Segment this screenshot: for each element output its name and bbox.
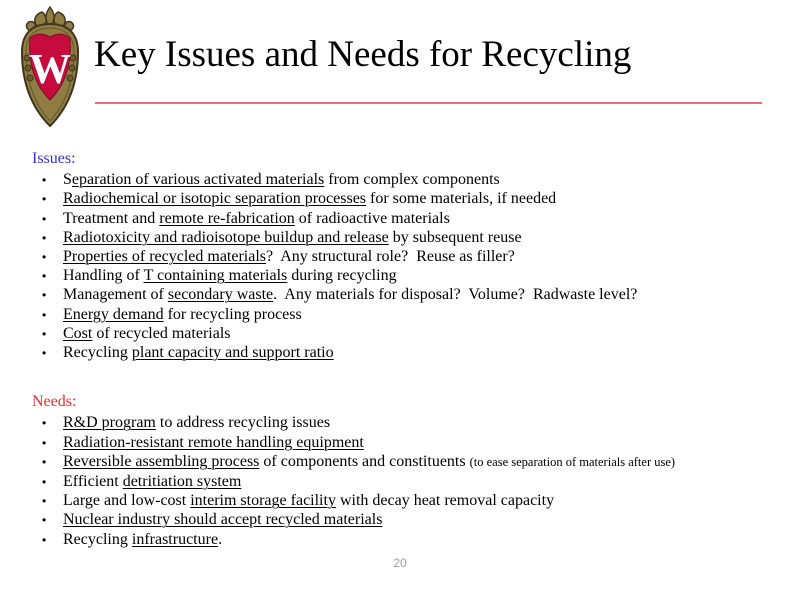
text-segment: of recycled materials: [92, 324, 231, 342]
text-segment: from complex components: [324, 171, 500, 189]
text-segment: Reversible assembling process: [63, 452, 260, 470]
bullet-icon: •: [42, 513, 47, 528]
bullet-icon: •: [42, 269, 47, 284]
uw-crest-icon: [12, 6, 88, 128]
text-segment: for recycling process: [163, 305, 302, 323]
text-segment: Efficient: [63, 473, 123, 491]
slide-body: [32, 149, 788, 549]
text-segment: Recycling: [63, 344, 132, 362]
bullet-icon: •: [42, 326, 47, 341]
bullet-item: [32, 472, 788, 491]
text-segment: to address recycling issues: [155, 414, 331, 432]
bullet-icon: •: [42, 211, 47, 226]
bullet-icon: •: [42, 532, 47, 547]
bullet-item: [32, 452, 788, 472]
text-segment: Large and low-cost: [63, 492, 191, 510]
text-segment: Treatment and: [63, 209, 160, 227]
slide-title: Key Issues and Needs for Recycling: [94, 34, 632, 75]
text-segment: detritiation system: [122, 473, 242, 491]
text-segment: .: [218, 530, 223, 548]
text-segment: infrastructure: [131, 530, 219, 548]
bullet-icon: •: [42, 307, 47, 322]
bullet-item: [32, 413, 788, 432]
text-segment: by subsequent reuse: [388, 228, 522, 246]
bullet-item: [32, 266, 788, 285]
needs-list: [32, 413, 788, 548]
bullet-icon: •: [42, 230, 47, 245]
text-segment: eparation of various activated materials: [71, 171, 325, 189]
text-segment: ? Any structural role? Reuse as filler?: [266, 248, 515, 266]
bullet-item: [32, 228, 788, 247]
text-segment: of components and constituents: [259, 452, 470, 470]
bullet-item: [32, 433, 788, 452]
uw-crest-logo: [12, 6, 88, 133]
text-segment: interim storage facility: [190, 492, 336, 510]
bullet-item: [32, 343, 788, 362]
text-segment: of radioactive materials: [294, 209, 450, 227]
text-segment: secondary waste: [167, 286, 274, 304]
bullet-icon: •: [42, 494, 47, 509]
text-segment: with decay heat removal capacity: [335, 492, 555, 510]
text-segment: Cost: [63, 324, 93, 342]
text-segment: Radiation-resistant remote handling equipment: [63, 433, 364, 451]
text-segment: T containing materials: [143, 267, 288, 285]
text-segment: Properties of recycled materials: [63, 248, 267, 266]
bullet-item: [32, 305, 788, 324]
text-segment: Nuclear industry should accept recycled materials: [63, 511, 383, 529]
bullet-icon: •: [42, 346, 47, 361]
title-rule-divider: [95, 102, 762, 104]
bullet-item: [32, 247, 788, 266]
text-segment: Radiochemical or isotopic separation processes: [63, 190, 367, 208]
bullet-item: [32, 170, 788, 189]
bullet-item: [32, 324, 788, 343]
bullet-icon: •: [42, 288, 47, 303]
text-segment: S: [63, 171, 72, 189]
text-segment: . Any materials for disposal? Volume? Radwaste level?: [273, 286, 638, 304]
text-segment: remote re-fabrication: [159, 209, 295, 227]
bullet-item: [32, 530, 788, 549]
needs-heading: Needs:: [32, 393, 77, 411]
text-segment: plant capacity and support ratio: [131, 344, 334, 362]
bullet-item: [32, 285, 788, 304]
bullet-icon: •: [42, 475, 47, 490]
bullet-item: [32, 510, 788, 529]
text-segment: during recycling: [287, 267, 397, 285]
text-segment: Recycling: [63, 530, 132, 548]
crest-letter-w: W: [29, 47, 71, 93]
page-number: 20: [393, 556, 407, 570]
text-segment: Handling of: [63, 267, 144, 285]
text-segment: R&D program: [63, 414, 156, 432]
issues-list: [32, 170, 788, 362]
bullet-icon: •: [42, 454, 47, 469]
issues-section: [32, 149, 788, 362]
bullet-item: [32, 189, 788, 208]
bullet-item: [32, 491, 788, 510]
text-segment: Management of: [63, 286, 168, 304]
bullet-icon: •: [42, 250, 47, 265]
text-segment: Radiotoxicity and radioisotope buildup and release: [63, 228, 389, 246]
bullet-item: [32, 209, 788, 228]
needs-section: [32, 392, 788, 549]
bullet-icon: •: [42, 173, 47, 188]
text-segment: for some materials, if needed: [366, 190, 557, 208]
issues-heading: Issues:: [32, 150, 76, 167]
text-segment: Energy demand: [63, 305, 164, 323]
bullet-icon: •: [42, 416, 47, 431]
bullet-icon: •: [42, 435, 47, 450]
bullet-icon: •: [42, 192, 47, 207]
text-segment: (to ease separation of materials after use): [469, 454, 676, 469]
